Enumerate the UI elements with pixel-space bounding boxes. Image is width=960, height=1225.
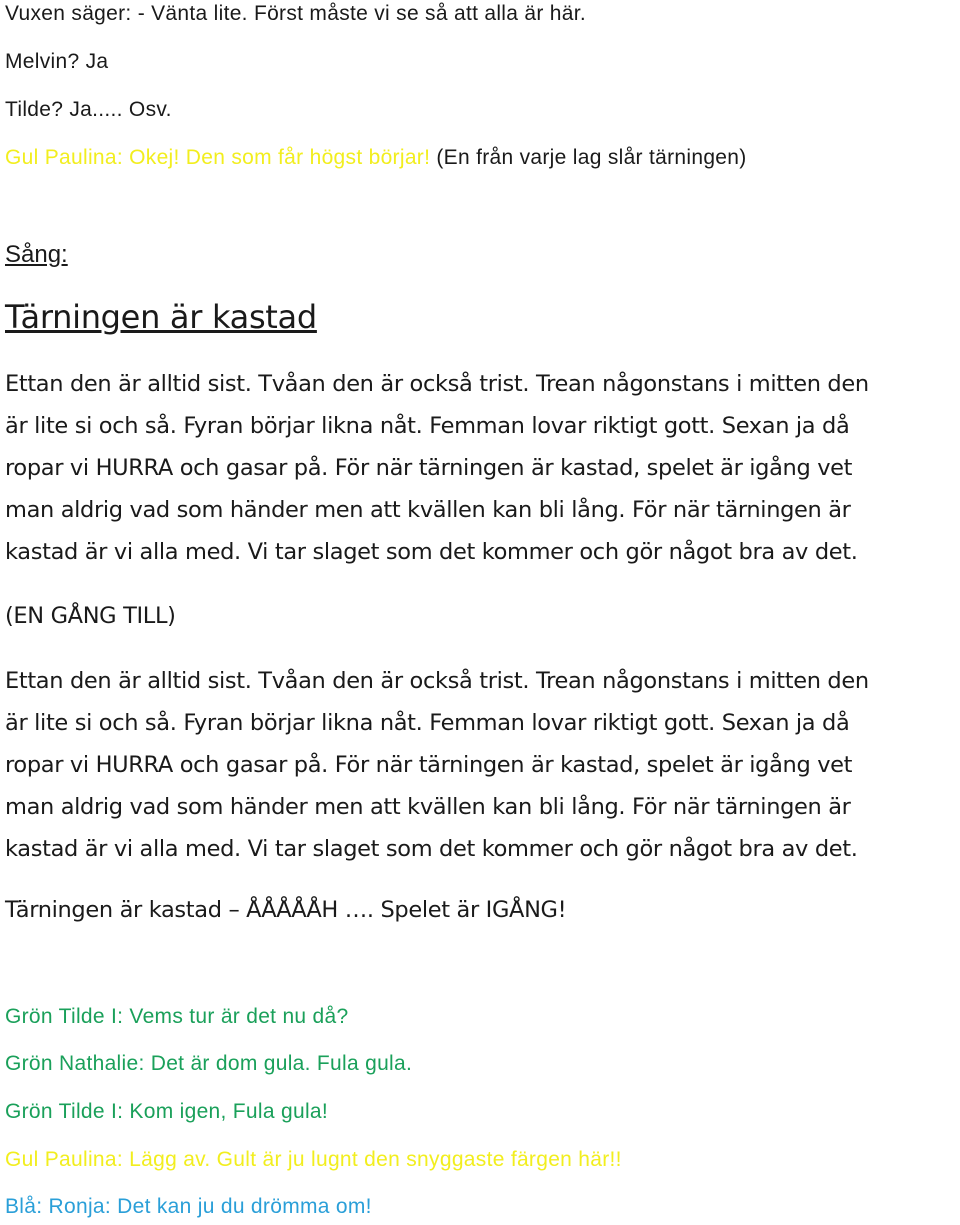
dialogue-line: Grön Tilde I: Kom igen, Fula gula!: [5, 1100, 329, 1123]
verse-2: [5, 660, 960, 870]
verse-line: kastad är vi alla med. Vi tar slaget som det kommer och gör något bra av det.: [5, 539, 858, 565]
dialogue-line: Grön Tilde I: Vems tur är det nu då?: [5, 1005, 349, 1028]
verse-line: kastad är vi alla med. Vi tar slaget som det kommer och gör något bra av det.: [5, 836, 858, 862]
dialogue-line: Gul Paulina: Lägg av. Gult är ju lugnt den snyggaste färgen här!!: [5, 1148, 622, 1171]
verse-line: Ettan den är alltid sist. Tvåan den är också trist. Trean någonstans i mitten den: [5, 668, 869, 694]
verse-line: man aldrig vad som händer men att kvällen kan bli lång. För när tärningen är: [5, 497, 851, 523]
verse-line: ropar vi HURRA och gasar på. För när tärningen är kastad, spelet är igång vet: [5, 455, 853, 481]
song-ending: Tärningen är kastad – ÅÅÅÅÅH …. Spelet är IGÅNG!: [5, 897, 567, 923]
verse-line: Ettan den är alltid sist. Tvåan den är också trist. Trean någonstans i mitten den: [5, 371, 869, 397]
intro-line-tilde: Tilde? Ja..... Osv.: [5, 98, 172, 121]
song-title: Tärningen är kastad: [5, 298, 317, 336]
verse-line: är lite si och så. Fyran börjar likna nåt. Femman lovar riktigt gott. Sexan ja då: [5, 413, 850, 439]
repeat-note: (EN GÅNG TILL): [5, 603, 176, 629]
intro-line-melvin: Melvin? Ja: [5, 50, 109, 73]
paulina-speech: Gul Paulina: Okej! Den som får högst börjar!: [5, 146, 431, 169]
dialogue-line: Blå: Ronja: Det kan ju du drömma om!: [5, 1195, 372, 1218]
verse-1: [5, 363, 960, 573]
verse-line: man aldrig vad som händer men att kvällen kan bli lång. För när tärningen är: [5, 794, 851, 820]
intro-line-paulina: [5, 146, 747, 170]
song-heading: Sång:: [5, 241, 68, 268]
verse-line: är lite si och så. Fyran börjar likna nåt. Femman lovar riktigt gott. Sexan ja då: [5, 710, 850, 736]
stage-direction: (En från varje lag slår tärningen): [430, 146, 747, 169]
verse-line: ropar vi HURRA och gasar på. För när tärningen är kastad, spelet är igång vet: [5, 752, 853, 778]
intro-line-vuxen: Vuxen säger: - Vänta lite. Först måste vi se så att alla är här.: [5, 2, 587, 25]
dialogue-line: Grön Nathalie: Det är dom gula. Fula gula.: [5, 1052, 413, 1075]
